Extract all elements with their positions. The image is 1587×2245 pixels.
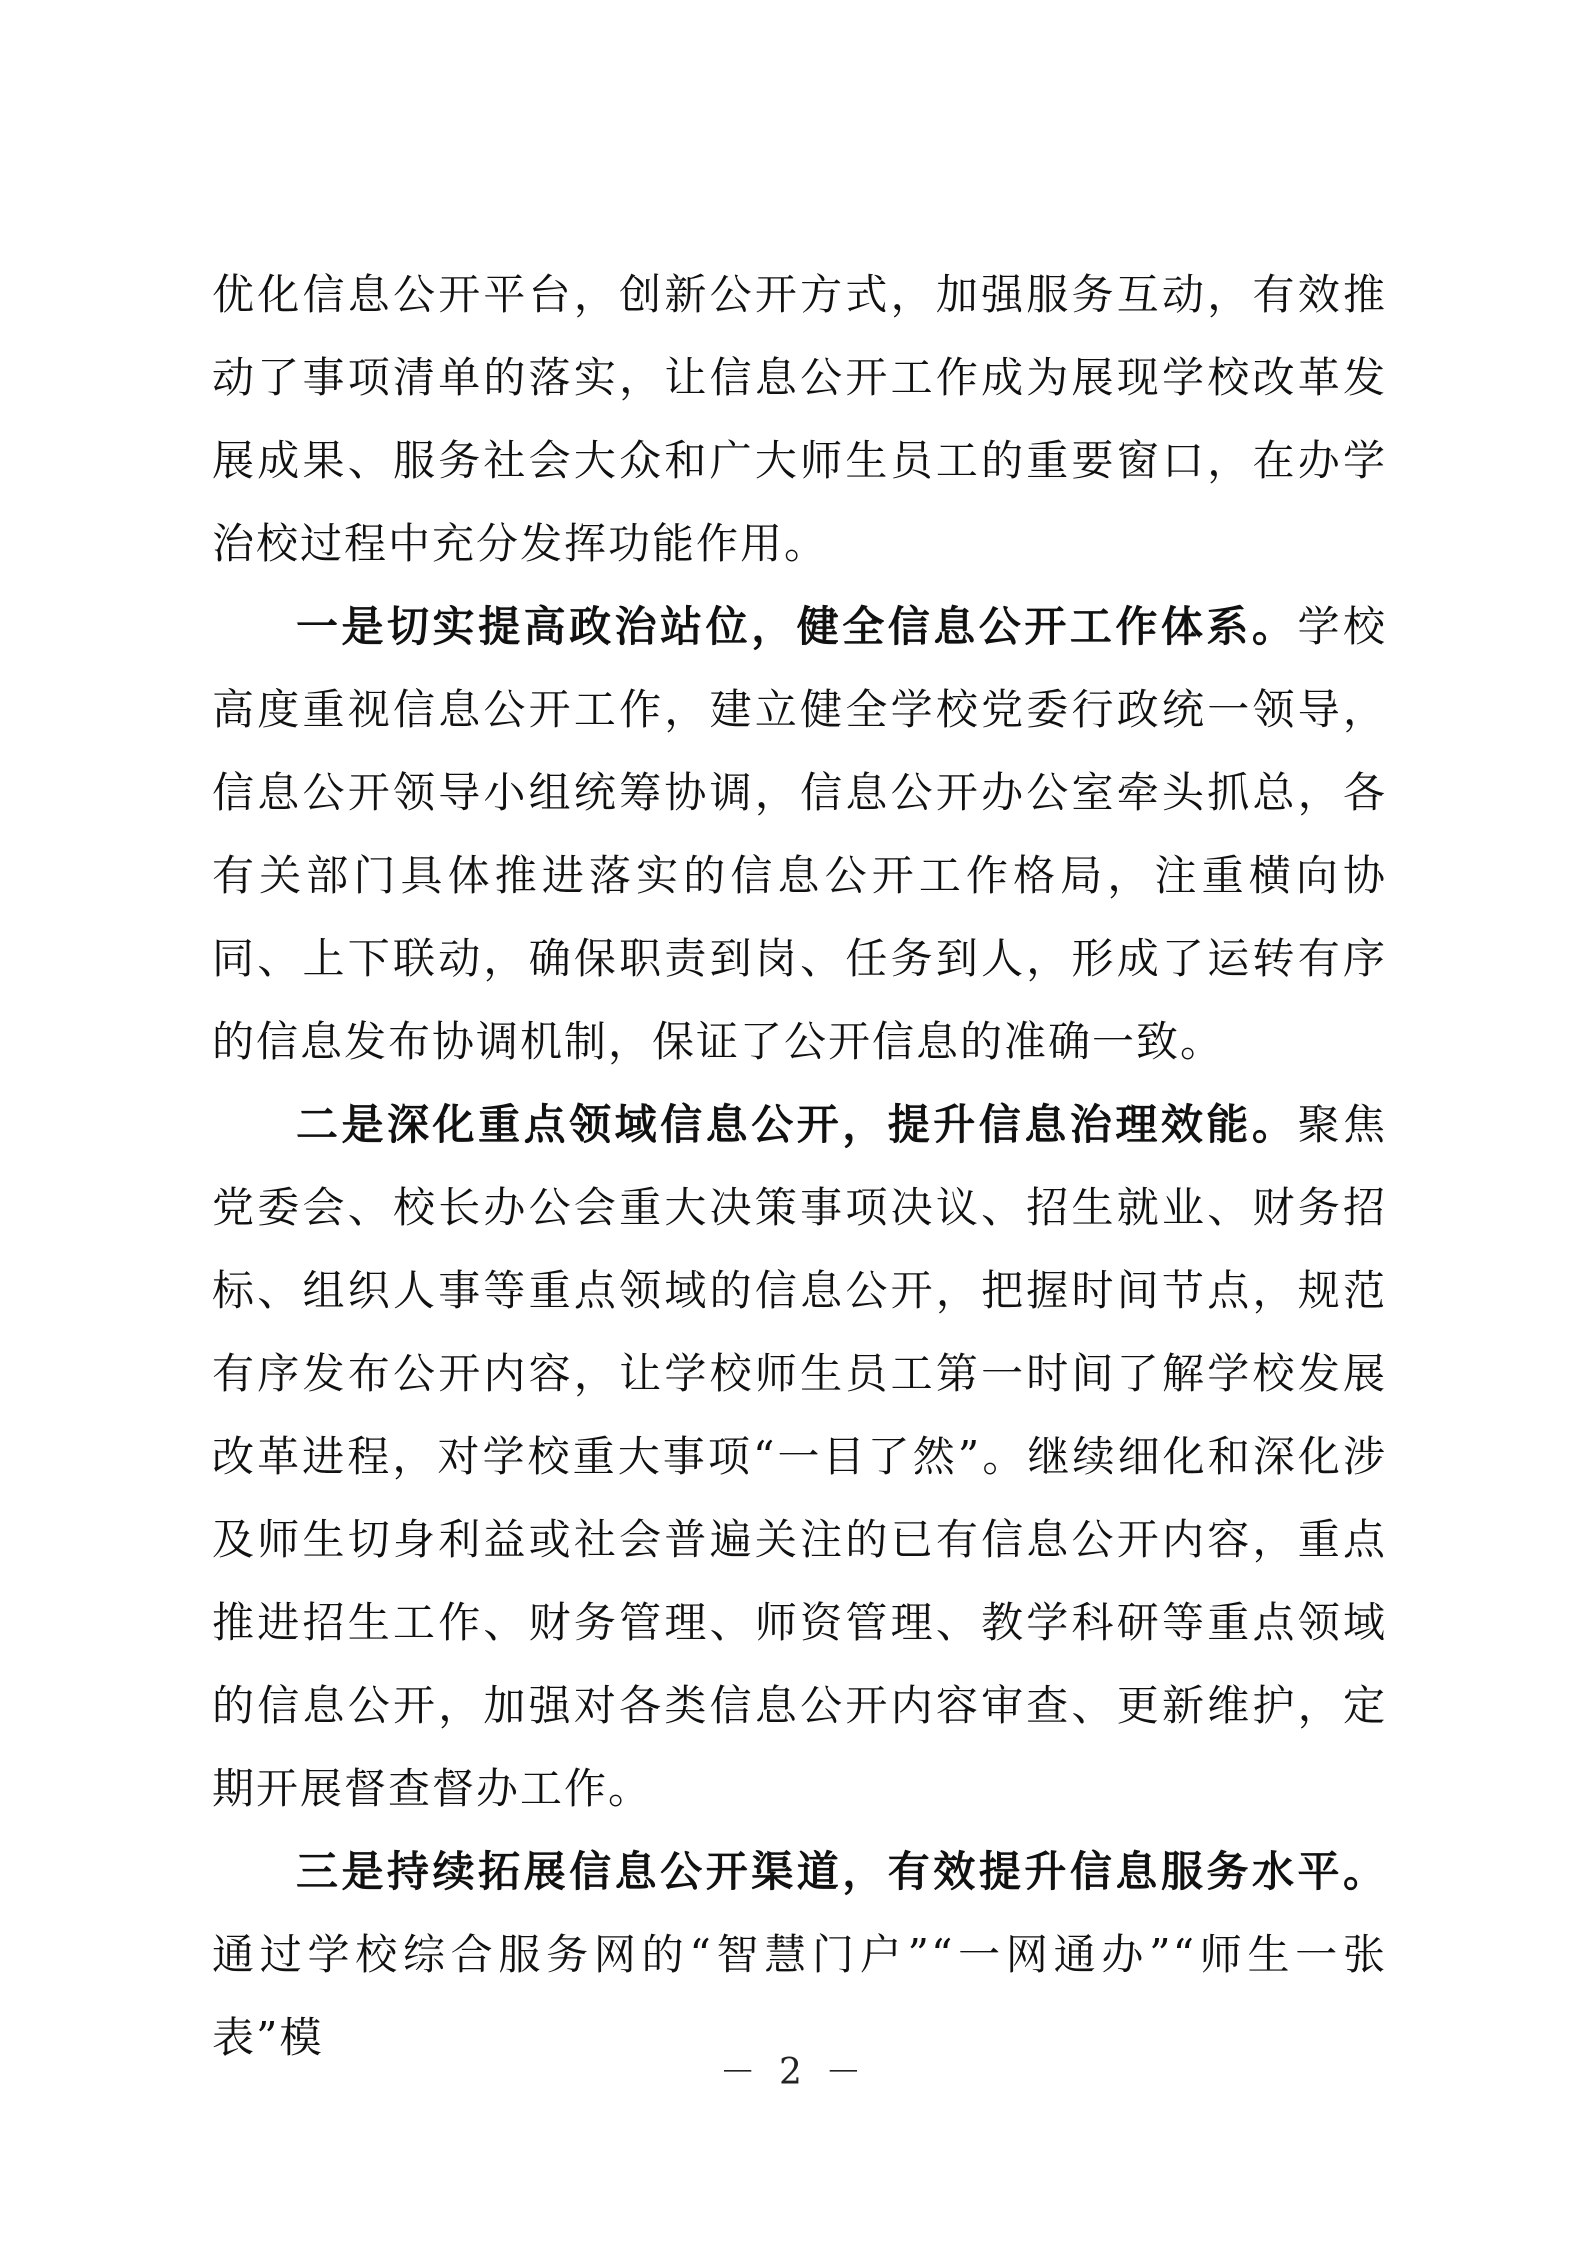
page-number: － 2 － — [719, 2052, 868, 2093]
paragraph-continuation — [212, 253, 1387, 585]
paragraph-text: 学校高度重视信息公开工作，建立健全学校党委行政统一领导，信息公开领导小组统筹协调，信息公开办公室牵头抓总，各有关部门具体推进落实的信息公开工作格局，注重横向协同、上下联动，确保职责到岗、任务到人，形成了运转有序的信息发布协调机制，保证了公开信息的准确一致。 — [212, 602, 1387, 1066]
paragraph-text: 优化信息公开平台，创新公开方式，加强服务互动，有效推动了事项清单的落实，让信息公开工作成为展现学校改革发展成果、服务社会大众和广大师生员工的重要窗口，在办学治校过程中充分发挥功能作用。 — [212, 270, 1387, 568]
paragraph-heading: 二是深化重点领域信息公开，提升信息治理效能。 — [296, 1100, 1298, 1149]
paragraph-heading: 三是持续拓展信息公开渠道，有效提升信息服务水平。 — [296, 1847, 1387, 1896]
paragraph-channels — [212, 1830, 1387, 2079]
paragraph-heading: 一是切实提高政治站位，健全信息公开工作体系。 — [296, 602, 1298, 651]
paragraph-text: 聚焦党委会、校长办公会重大决策事项决议、招生就业、财务招标、组织人事等重点领域的信息公开，把握时间节点，规范有序发布公开内容，让学校师生员工第一时间了解学校发展改革进程，对学校重大事项“一目了然”。继续细化和深化涉及师生切身利益或社会普遍关注的已有信息公开内容，重点推进招生工作、财务管理、师资管理、教学科研等重点领域的信息公开，加强对各类信息公开内容审查、更新维护，定期开展督查督办工作。 — [212, 1100, 1387, 1813]
document-body — [212, 253, 1387, 2079]
paragraph-key-areas — [212, 1083, 1387, 1830]
paragraph-political-standing — [212, 585, 1387, 1083]
paragraph-text: 通过学校综合服务网的“智慧门户”“一网通办”“师生一张表”模 — [212, 1930, 1387, 2062]
